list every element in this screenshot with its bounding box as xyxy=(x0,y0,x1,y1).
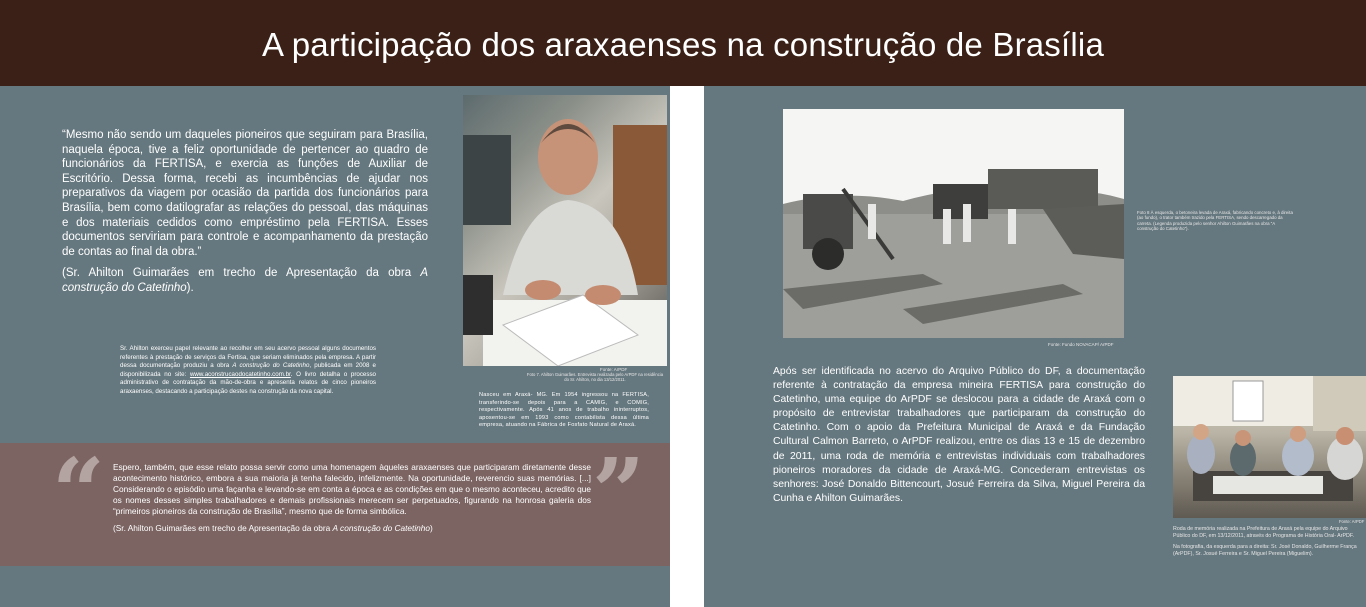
portrait-illustration xyxy=(463,95,667,366)
book-title: A construção do Catetinho xyxy=(62,267,428,294)
memory-circle-caption xyxy=(1173,526,1366,562)
opening-quote-text: “Mesmo não sendo um daqueles pioneiros que seguiram para Brasília, naquela época, tive a feliz oportunidade de pertencer ao quadro de funcionários da FERTISA, e exercia as funções de Auxiliar de Escritório. Dessa forma, recebi as incumbências de ajudar nos preparativos da viagem por ocasião da partida dos funcionários para Brasília, bem como datilografar as relações do pessoal, das máquinas e dos materiais cedidos como empréstimo pela FERTISA. Esses documentos serviriam para controle e acompanhamento da prestação de contas ao final da obra.” xyxy=(62,129,428,258)
band-quote-attribution: (Sr. Ahilton Guimarães em trecho de Apresentação da obra A construção do Catetinho) xyxy=(113,523,433,534)
band-quote xyxy=(113,462,591,541)
close-quote-mark: ” xyxy=(592,438,645,546)
memory-circle-illustration xyxy=(1173,376,1366,518)
memory-circle-caption-line1: Roda de memória realizada na Prefeitura de Araxá pela equipe do Arquivo Público do DF, em 13/12/2011, através do Programa de História Oral- ArPDF. xyxy=(1173,526,1354,539)
memory-circle-photo-credit: Fonte: ArPDF xyxy=(1339,519,1365,524)
band-quote-text: Espero, também, que esse relato possa servir como uma homenagem àqueles araxaenses que participaram diretamente desse acontecimento histórico, embora a sua maioria já tenha falecido, infelizmente. Na oportunidade, reverencio suas memórias. [...] Considerando o episódio uma façanha e levando-se em conta a época e as condições em que o mesmo aconteceu, acredito que os nomes desses simples trabalhadores e demais profissionais merecem ser perpetuados, figurando na honrosa galeria dos “primeiros pioneiros da construção de Brasília”, mesmo que de forma simbólica. xyxy=(113,462,591,517)
construction-photo xyxy=(783,109,1124,338)
header-bar xyxy=(0,0,1366,86)
center-gutter xyxy=(670,86,704,607)
construction-photo-credit: Fonte: Fundo NOVACAP/ ArPDF xyxy=(1048,342,1114,347)
portrait-photo-credit: Fonte: ArPDF xyxy=(600,367,628,372)
book-title-inline: A construção do Catetinho xyxy=(232,362,310,370)
biography-text: Nasceu em Araxá- MG. Em 1954 ingressou na FERTISA, transferindo-se depois para a CAMIG, e COMIG, respectivamente. Após 41 anos de trabalho ininterruptos, aposentou-se em 1993 como contabilista dessa última empresa, atuando na Fábrica de Fosfato Natural de Araxá. xyxy=(479,392,649,429)
construction-photo-caption: Foto 8 À esquerda, o betoneira levada de Araxá, fabricando concreto e, à direita (ao fundo), o trator também trazido pela FERTISA, sendo descarregado da carreta. (Legenda produzida pelo senhor Ahilton Guimarães na obra “A construção do Catetinho”). xyxy=(1137,210,1293,232)
main-body-text: Após ser identificada no acervo do Arquivo Público do DF, a documentação referente à contratação da empresa mineira FERTISA para construção do Catetinho, uma equipe do ArPDF se deslocou para a cidade de Araxá com o propósito de entrevistar trabalhadores que participaram da construção do Catetinho. Com o apoio da Prefeitura Municipal de Araxá e da Fundação Cultural Calmon Barreto, o ArPDF realizou, entre os dias 13 e 15 de dezembro de 2011, uma roda de memória e entrevistas individuais com trabalhadores pioneiros moradores da cidade de Araxá-MG. Concederam entrevistas os senhores: José Donaldo Bittencourt, Josué Ferreira da Silva, Miguel Pereira da Cunha e Ahilton Guimarães. xyxy=(773,366,1145,504)
book-website-link[interactable]: www.aconstrucaodocatetinho.com.br xyxy=(189,370,291,378)
page-title: A participação dos araxaenses na construção de Brasília xyxy=(262,26,1104,63)
opening-quote-attribution: (Sr. Ahilton Guimarães em trecho de Apresentação da obra A construção do Catetinho). xyxy=(62,267,428,294)
opening-quote xyxy=(62,128,428,303)
book-title: A construção do Catetinho xyxy=(332,523,431,534)
memory-circle-caption-line2: Na fotografia, da esquerda para a direita: Sr. José Donaldo, Guilherme França (ArPDF), Sr. Josué Ferreira e Sr. Miguel Pereira (Miguelim). xyxy=(1173,544,1357,557)
portrait-photo xyxy=(463,95,667,366)
memory-circle-photo xyxy=(1173,376,1366,518)
portrait-photo-caption: Foto 7. Ahilton Guimarães. Entrevista realizada pelo ArPDF na residência do Sr. Ahilton, no dia 13/12/2011. xyxy=(526,372,664,382)
construction-illustration xyxy=(783,109,1124,338)
book-description: Sr. Ahilton exerceu papel relevante ao recolher em seu acervo pessoal alguns documentos referentes à prestação de serviços da Fertisa, que seriam eliminados pela empresa. A partir dessa documentação produziu a obra A construção do Catetinho, publicada em 2008 e disponibilizada no site: www.aconstrucaodocatetinho.com.br. O livro detalha o processo administrativo de contratação da mão-de-obra e apresenta relatos de cinco pioneiros araxaenses, destacando a participação destes na construção da nova capital. xyxy=(120,345,376,395)
open-quote-mark: “ xyxy=(52,438,105,546)
